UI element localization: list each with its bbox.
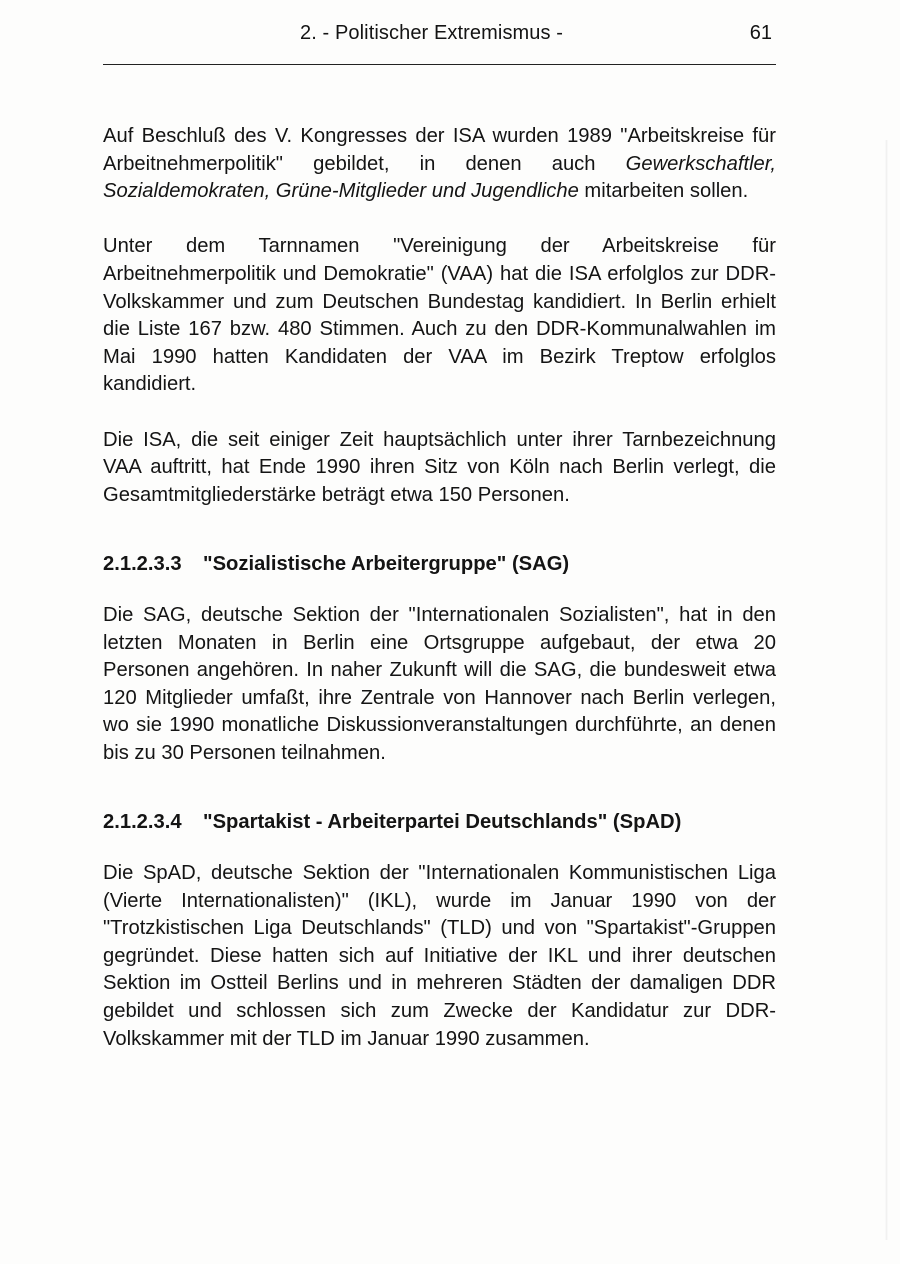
header-title: 2. - Politischer Extremismus -	[300, 22, 564, 44]
emphasis-text: und	[431, 180, 466, 203]
section-heading-sag	[103, 551, 776, 579]
emphasis-text: Jugendliche	[471, 180, 579, 203]
section-number: 2.1.2.3.3	[103, 553, 182, 576]
section-title: "Sozialistische Arbeitergruppe" (SAG)	[203, 553, 570, 576]
paragraph-text: Auf Beschluß des V. Kongresses der ISA wurden 1989 "Arbeitskreise für Arbeitnehmerpolitik" gebildet, in denen auch	[103, 125, 776, 175]
page-body	[103, 123, 776, 1053]
section-number: 2.1.2.3.4	[103, 811, 182, 834]
emphasis-text: Gewerkschaftler, Sozialdemokraten, Grüne-Mitglieder	[103, 152, 776, 203]
paragraph-vaa: Unter dem Tarnnamen "Vereinigung der Arbeitskreise für Arbeitnehmerpolitik und Demokratie" (VAA) hat die ISA erfolglos zur DDR-Volkskammer und zum Deutschen Bundestag kandidiert. In Berlin erhielt die Liste 167 bzw. 480 Stimmen. Auch zu den DDR-Kommunalwahlen im Mai 1990 hatten Kandidaten der VAA im Bezirk Treptow erfolglos kandidiert.	[103, 235, 776, 396]
section-title: "Spartakist - Arbeiterpartei Deutschlands" (SpAD)	[203, 811, 682, 834]
page-edge-shadow	[885, 140, 888, 1240]
paragraph-isa-arbeitskreise	[103, 123, 776, 206]
paragraph-isa-sitz: Die ISA, die seit einiger Zeit hauptsächlich unter ihrer Tarnbezeichnung VAA auftritt, hat Ende 1990 ihren Sitz von Köln nach Berlin verlegt, die Gesamtmitgliederstärke beträgt etwa 150 Personen.	[103, 428, 776, 506]
section-heading-spad	[103, 809, 776, 837]
page-number: 61	[749, 22, 772, 44]
paragraph-sag: Die SAG, deutsche Sektion der "Internationalen Sozialisten", hat in den letzten Monaten in Berlin eine Ortsgruppe aufgebaut, der etwa 20 Personen angehören. In naher Zukunft will die SAG, die bundesweit etwa 120 Mitglieder umfaßt, ihre Zentrale von Hannover nach Berlin verlegen, wo sie 1990 monatliche Diskussionveranstaltungen durchführte, an denen bis zu 30 Personen teilnahmen.	[103, 603, 776, 764]
paragraph-spad: Die SpAD, deutsche Sektion der "Internationalen Kommunistischen Liga (Vierte Internationalisten)" (IKL), wurde im Januar 1990 von der "Trotzkistischen Liga Deutschlands" (TLD) und von "Spartakist"-Gruppen gegründet. Diese hatten sich auf Initiative der IKL und ihrer deutschen Sektion im Ostteil Berlins und in mehreren Städten der damaligen DDR gebildet und schlossen sich zum Zwecke der Kandidatur zur DDR-Volkskammer mit der TLD im Januar 1990 zusammen.	[103, 862, 776, 1050]
running-header	[103, 20, 776, 65]
paragraph-text: mitarbeiten sollen.	[578, 180, 749, 203]
